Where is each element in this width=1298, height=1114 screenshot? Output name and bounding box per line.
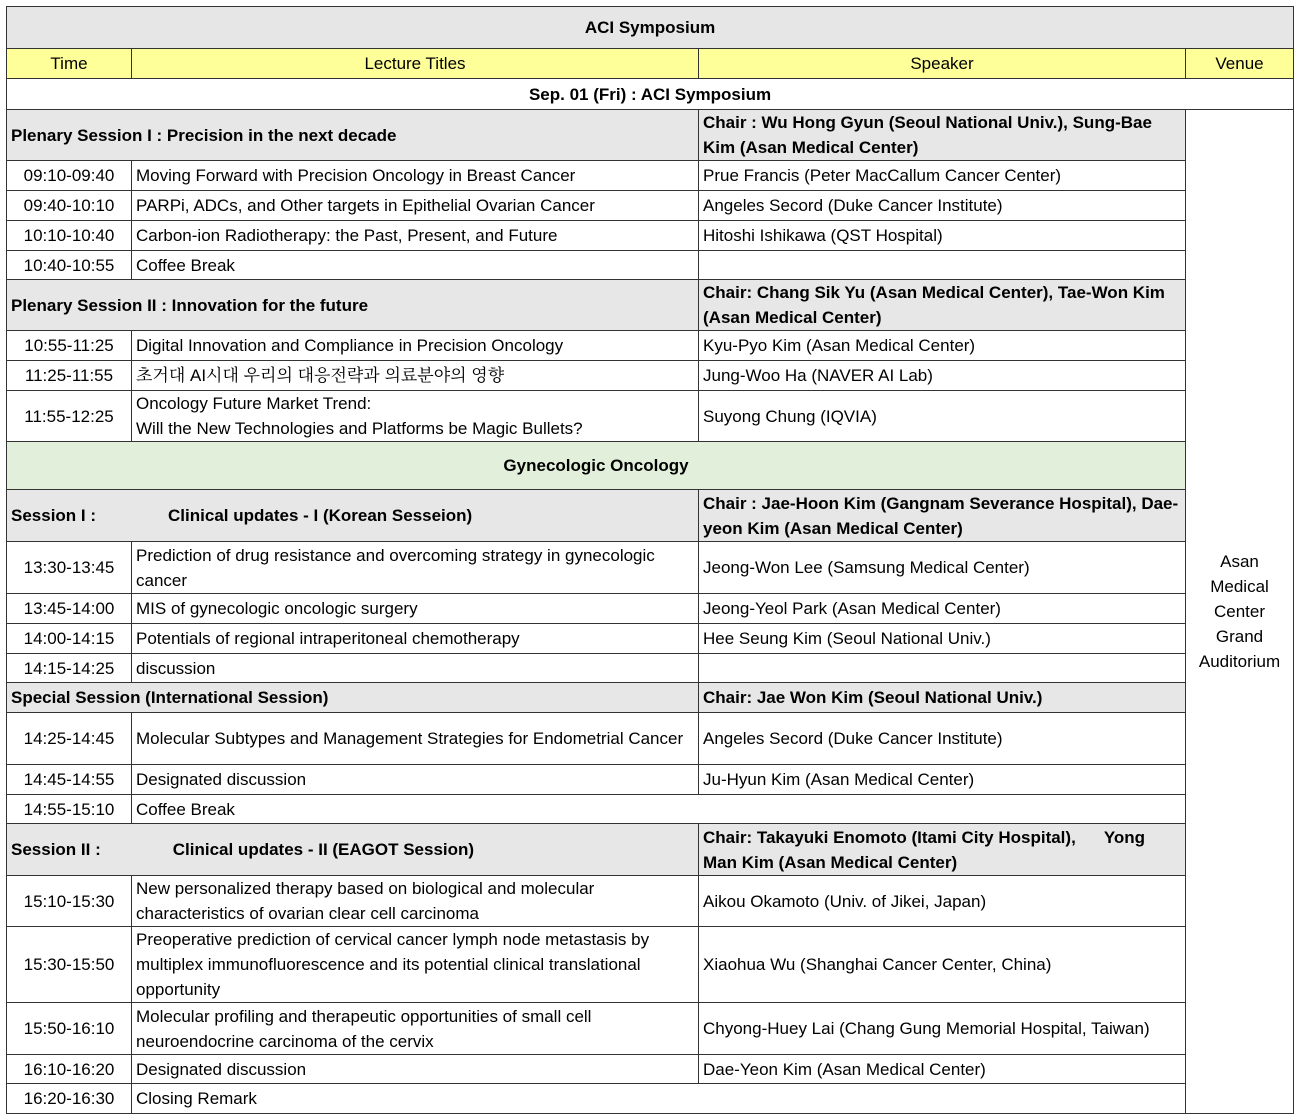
table-row [7,1003,1294,1055]
session-2-title [7,824,699,876]
time-cell: 10:10-10:40 [7,221,132,251]
table-row [7,624,1294,654]
table-row [7,361,1294,391]
table-row [7,765,1294,795]
table-row [7,927,1294,1003]
time-cell: 11:25-11:55 [7,361,132,391]
lecture-title: Potentials of regional intraperitoneal chemotherapy [132,624,699,654]
session-2-label: Session II : [11,840,101,859]
speaker: Jeong-Yeol Park (Asan Medical Center) [699,594,1186,624]
time-cell: 16:20-16:30 [7,1084,132,1114]
table-row [7,1055,1294,1084]
lecture-title: Carbon-ion Radiotherapy: the Past, Present, and Future [132,221,699,251]
table-row [7,713,1294,765]
speaker: Hee Seung Kim (Seoul National Univ.) [699,624,1186,654]
venue-line: Auditorium [1198,652,1281,671]
lecture-title [132,391,699,442]
time-cell: 13:45-14:00 [7,594,132,624]
session-1-name: Clinical updates - I (Korean Sesseion) [168,506,473,525]
speaker: Suyong Chung (IQVIA) [699,391,1186,442]
time-cell: 10:55-11:25 [7,331,132,361]
speaker: Jung-Woo Ha (NAVER AI Lab) [699,361,1186,391]
time-cell: 10:40-10:55 [7,251,132,280]
table-row [7,191,1294,221]
session-2-chair: Chair: Takayuki Enomoto (Itami City Hospital), Yong Man Kim (Asan Medical Center) [699,824,1186,876]
time-cell: 14:00-14:15 [7,624,132,654]
lecture-title-line: Will the New Technologies and Platforms be Magic Bullets? [136,419,583,438]
speaker: Jeong-Won Lee (Samsung Medical Center) [699,542,1186,594]
venue-cell [1186,110,1294,1114]
speaker: Kyu-Pyo Kim (Asan Medical Center) [699,331,1186,361]
time-cell: 14:45-14:55 [7,765,132,795]
time-cell: 13:30-13:45 [7,542,132,594]
lecture-title: Moving Forward with Precision Oncology in Breast Cancer [132,161,699,191]
venue-line: Asan Medical [1210,552,1269,596]
gynecologic-oncology-header: Gynecologic Oncology [7,442,1186,490]
table-row [7,251,1294,280]
table-row [7,221,1294,251]
time-cell: 16:10-16:20 [7,1055,132,1084]
speaker: Dae-Yeon Kim (Asan Medical Center) [699,1055,1186,1084]
speaker: Aikou Okamoto (Univ. of Jikei, Japan) [699,876,1186,927]
lecture-title: Molecular Subtypes and Management Strategies for Endometrial Cancer [132,713,699,765]
speaker: Xiaohua Wu (Shanghai Cancer Center, China) [699,927,1186,1003]
session-2-name: Clinical updates - II (EAGOT Session) [172,840,475,859]
header-time: Time [7,49,132,79]
lecture-title: Molecular profiling and therapeutic opportunities of small cell neuroendocrine carcinoma of the cervix [132,1003,699,1055]
table-row [7,331,1294,361]
speaker: Hitoshi Ishikawa (QST Hospital) [699,221,1186,251]
table-row [7,542,1294,594]
time-cell: 14:15-14:25 [7,654,132,683]
page-title: ACI Symposium [7,7,1294,49]
schedule-table [6,6,1294,1114]
special-session-chair: Chair: Jae Won Kim (Seoul National Univ.) [699,683,1186,713]
lecture-title: New personalized therapy based on biological and molecular characteristics of ovarian clear cell carcinoma [132,876,699,927]
time-cell: 14:55-15:10 [7,795,132,824]
time-cell: 14:25-14:45 [7,713,132,765]
header-lecture-titles: Lecture Titles [132,49,699,79]
plenary-session-2-chair: Chair: Chang Sik Yu (Asan Medical Center), Tae-Won Kim (Asan Medical Center) [699,280,1186,331]
speaker: Prue Francis (Peter MacCallum Cancer Center) [699,161,1186,191]
table-row [7,594,1294,624]
table-row [7,161,1294,191]
venue-line: Grand [1215,627,1264,646]
time-cell: 15:30-15:50 [7,927,132,1003]
speaker [699,251,1186,280]
speaker: Angeles Secord (Duke Cancer Institute) [699,713,1186,765]
lecture-title: discussion [132,654,699,683]
lecture-title: PARPi, ADCs, and Other targets in Epithelial Ovarian Cancer [132,191,699,221]
lecture-title: MIS of gynecologic oncologic surgery [132,594,699,624]
table-row [7,876,1294,927]
venue-line: Center [1214,602,1266,621]
lecture-title: Coffee Break [132,251,699,280]
lecture-title: Designated discussion [132,1055,699,1084]
time-cell: 15:50-16:10 [7,1003,132,1055]
lecture-title: 초거대 AI시대 우리의 대응전략과 의료분야의 영향 [132,361,699,391]
session-1-label: Session I : [11,506,97,525]
special-session-title: Special Session (International Session) [7,683,699,713]
table-row [7,1084,1294,1114]
speaker: Ju-Hyun Kim (Asan Medical Center) [699,765,1186,795]
speaker [699,654,1186,683]
lecture-title: Digital Innovation and Compliance in Precision Oncology [132,331,699,361]
speaker: Angeles Secord (Duke Cancer Institute) [699,191,1186,221]
time-cell: 11:55-12:25 [7,391,132,442]
lecture-title: Prediction of drug resistance and overcoming strategy in gynecologic cancer [132,542,699,594]
header-venue: Venue [1186,49,1294,79]
header-speaker: Speaker [699,49,1186,79]
lecture-title: Preoperative prediction of cervical cancer lymph node metastasis by multiplex immunofluorescence and its potential clinical translational opportunity [132,927,699,1003]
date-row: Sep. 01 (Fri) : ACI Symposium [7,79,1294,110]
time-cell: 09:10-09:40 [7,161,132,191]
time-cell: 09:40-10:10 [7,191,132,221]
table-row [7,654,1294,683]
table-row [7,795,1294,824]
speaker: Chyong-Huey Lai (Chang Gung Memorial Hospital, Taiwan) [699,1003,1186,1055]
lecture-title-line: Oncology Future Market Trend: [136,394,372,413]
time-cell: 15:10-15:30 [7,876,132,927]
session-1-chair: Chair : Jae-Hoon Kim (Gangnam Severance Hospital), Dae-yeon Kim (Asan Medical Center) [699,490,1186,542]
plenary-session-1-title: Plenary Session I : Precision in the next decade [7,110,699,161]
table-row [7,391,1294,442]
lecture-title: Coffee Break [132,795,1186,824]
plenary-session-1-chair: Chair : Wu Hong Gyun (Seoul National Univ.), Sung-Bae Kim (Asan Medical Center) [699,110,1186,161]
lecture-title: Closing Remark [132,1084,1186,1114]
plenary-session-2-title: Plenary Session II : Innovation for the future [7,280,699,331]
session-1-title [7,490,699,542]
lecture-title: Designated discussion [132,765,699,795]
